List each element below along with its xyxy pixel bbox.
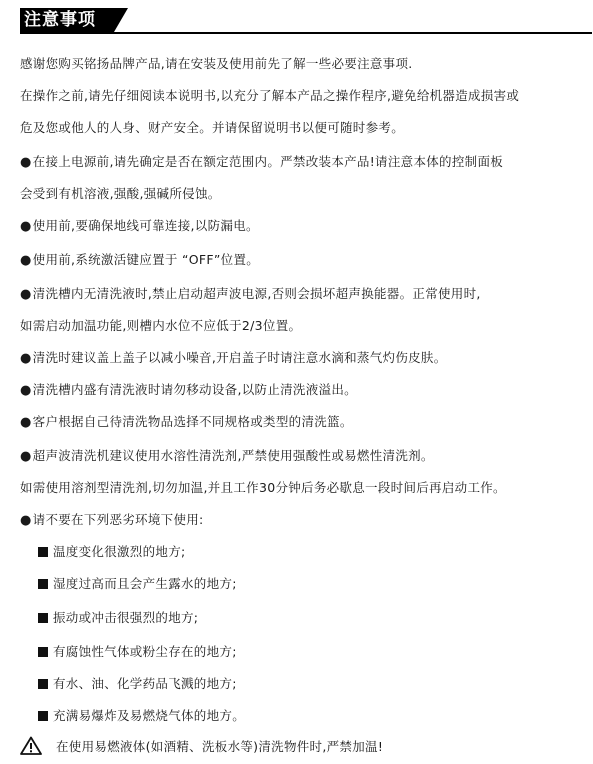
note-item: ●清洗槽内盛有清洗液时请勿移动设备,以防止清洗液溢出。 <box>20 382 357 398</box>
square-bullet-icon <box>38 647 48 657</box>
intro-line: 感谢您购买铭扬品牌产品,请在安装及使用前先了解一些必要注意事项. <box>20 56 413 71</box>
note-item: ●客户根据自己待清洗物品选择不同规格或类型的清洗篮。 <box>20 414 353 430</box>
warning-text: 在使用易燃液体(如酒精、洗板水等)清洗物件时,严禁加温! <box>56 739 384 754</box>
note-item: ●超声波清洗机建议使用水溶性清洗剂,严禁使用强酸性或易燃性清洗剂。 <box>20 448 434 464</box>
note-item: ●清洗时建议盖上盖子以减小噪音,开启盖子时请注意水滴和蒸气灼伤皮肤。 <box>20 350 447 366</box>
warning-triangle-icon <box>20 736 42 755</box>
bullet-icon: ● <box>20 415 32 430</box>
note-item: ●使用前,要确保地线可靠连接,以防漏电。 <box>20 218 259 234</box>
bullet-icon: ● <box>20 287 32 302</box>
note-continuation: 如需启动加温功能,则槽内水位不应低于2/3位置。 <box>20 318 302 333</box>
intro-line: 危及您或他人的人身、财产安全。并请保留说明书以便可随时参考。 <box>20 120 405 135</box>
bullet-icon: ● <box>20 253 32 268</box>
square-bullet-icon <box>38 547 48 557</box>
note-item: ●请不要在下列恶劣环境下使用: <box>20 512 204 528</box>
note-item: ●清洗槽内无清洗液时,禁止启动超声波电源,否则会损坏超声换能器。正常使用时, <box>20 286 481 302</box>
section-header <box>20 8 592 34</box>
title-rule <box>20 32 592 34</box>
square-bullet-icon <box>38 613 48 623</box>
note-item: ●使用前,系统激活键应置于 “OFF”位置。 <box>20 252 260 268</box>
bullet-icon: ● <box>20 513 32 528</box>
environment-item: 有腐蚀性气体或粉尘存在的地方; <box>38 643 237 661</box>
note-continuation: 如需使用溶剂型清洗剂,切勿加温,并且工作30分钟后务必歇息一段时间后再启动工作。 <box>20 480 506 495</box>
note-continuation: 会受到有机溶液,强酸,强碱所侵蚀。 <box>20 186 221 201</box>
square-bullet-icon <box>38 579 48 589</box>
environment-item: 振动或冲击很强烈的地方; <box>38 609 198 627</box>
bullet-icon: ● <box>20 449 32 464</box>
environment-item: 有水、油、化学药品飞溅的地方; <box>38 675 237 693</box>
square-bullet-icon <box>38 711 48 721</box>
environment-item: 充满易爆炸及易燃烧气体的地方。 <box>38 707 245 725</box>
environment-item: 温度变化很激烈的地方; <box>38 543 186 561</box>
section-title: 注意事项 <box>20 8 114 32</box>
note-item: ●在接上电源前,请先确定是否在额定范围内。严禁改装本产品!请注意本体的控制面板 <box>20 154 504 170</box>
bullet-icon: ● <box>20 155 32 170</box>
intro-line: 在操作之前,请先仔细阅读本说明书,以充分了解本产品之操作程序,避免给机器造成损害或 <box>20 88 520 103</box>
square-bullet-icon <box>38 679 48 689</box>
warning-note <box>20 736 383 756</box>
bullet-icon: ● <box>20 219 32 234</box>
bullet-icon: ● <box>20 351 32 366</box>
environment-item: 湿度过高而且会产生露水的地方; <box>38 575 237 593</box>
bullet-icon: ● <box>20 383 32 398</box>
